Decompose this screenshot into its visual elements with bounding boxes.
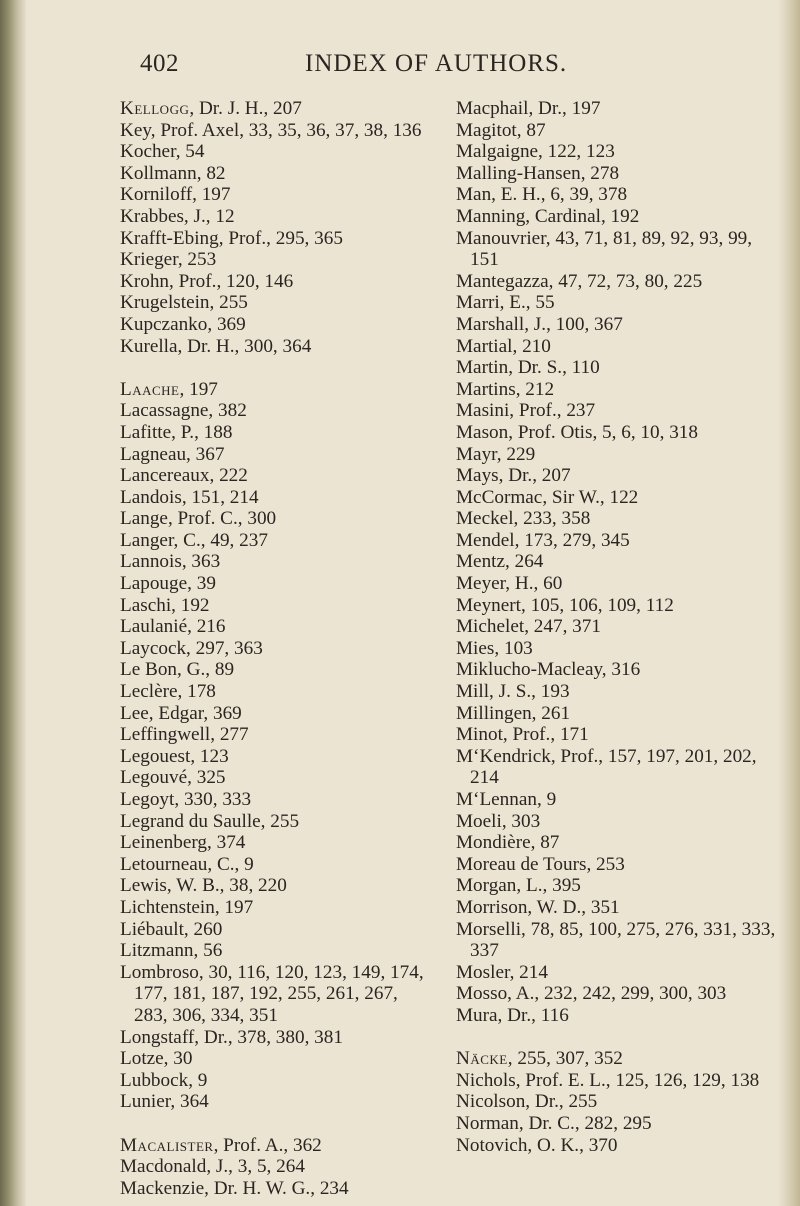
index-entry: Lannois, 363 xyxy=(120,551,221,573)
index-entry: Macalister, Prof. A., 362 xyxy=(120,1134,322,1156)
index-entry: Magitot, 87 xyxy=(456,119,546,141)
index-entry: Marshall, J., 100, 367 xyxy=(456,313,623,335)
index-entry: Marri, E., 55 xyxy=(456,292,555,314)
index-entry: Lewis, W. B., 38, 220 xyxy=(120,875,287,897)
page-edge xyxy=(778,0,800,1206)
index-entry: Mendel, 173, 279, 345 xyxy=(456,529,630,551)
index-entry: Macphail, Dr., 197 xyxy=(456,98,601,119)
letter-section-gap xyxy=(456,1027,776,1049)
index-entry: Lunier, 364 xyxy=(120,1091,209,1113)
index-entry: Martial, 210 xyxy=(456,335,551,357)
index-entry: Manouvrier, 43, 71, 81, 89, 92, 93, 99, 151 xyxy=(456,227,753,271)
index-entry: Legrand du Saulle, 255 xyxy=(120,810,300,832)
index-entry: Leinenberg, 374 xyxy=(120,832,246,854)
index-entry: Mill, J. S., 193 xyxy=(456,681,570,703)
index-entry: Laache, 197 xyxy=(120,378,218,400)
book-spine-shadow xyxy=(0,0,26,1206)
index-entry: Michelet, 247, 371 xyxy=(456,616,601,638)
index-entry: Näcke, 255, 307, 352 xyxy=(456,1048,623,1070)
page-header xyxy=(120,50,720,86)
index-entry: Morrison, W. D., 351 xyxy=(456,896,620,918)
index-entry: Legouest, 123 xyxy=(120,745,229,767)
index-entry: Krohn, Prof., 120, 146 xyxy=(120,270,294,292)
index-entry: Lange, Prof. C., 300 xyxy=(120,508,277,530)
index-column-left xyxy=(120,98,435,1199)
index-entry: Meynert, 105, 106, 109, 112 xyxy=(456,594,674,616)
index-entry: Mayr, 229 xyxy=(456,443,536,465)
index-entry: Nicolson, Dr., 255 xyxy=(456,1091,598,1113)
index-entry: Letourneau, C., 9 xyxy=(120,853,254,875)
index-entry: Le Bon, G., 89 xyxy=(120,659,235,681)
index-entry: Kupczanko, 369 xyxy=(120,313,246,335)
index-entry: Martin, Dr. S., 110 xyxy=(456,357,600,379)
letter-section-gap xyxy=(120,357,435,379)
index-entry: Notovich, O. K., 370 xyxy=(456,1134,618,1156)
index-entry: M‘Lennan, 9 xyxy=(456,789,557,810)
index-entry: Norman, Dr. C., 282, 295 xyxy=(456,1112,652,1134)
index-entry: Meckel, 233, 358 xyxy=(456,508,591,530)
index-entry: Krugelstein, 255 xyxy=(120,292,248,314)
index-entry: Lombroso, 30, 116, 120, 123, 149, 174, 177, 181, 187, 192, 255, 261, 267, 283, 306, 334, 351 xyxy=(120,961,424,1026)
index-entry: Krieger, 253 xyxy=(120,249,217,271)
index-entry: M‘Kendrick, Prof., 157, 197, 201, 202, 214 xyxy=(456,745,757,789)
page-number: 402 xyxy=(140,50,179,77)
index-entry: Landois, 151, 214 xyxy=(120,486,259,508)
index-entry: Morgan, L., 395 xyxy=(456,875,581,897)
index-entry: Millingen, 261 xyxy=(456,702,571,724)
index-entry: Lapouge, 39 xyxy=(120,573,216,595)
index-entry: Mosler, 214 xyxy=(456,961,548,983)
index-entry: McCormac, Sir W., 122 xyxy=(456,486,639,508)
index-entry: Lubbock, 9 xyxy=(120,1069,208,1091)
index-entry: Lee, Edgar, 369 xyxy=(120,702,242,724)
index-entry: Litzmann, 56 xyxy=(120,940,223,962)
letter-section-gap xyxy=(120,1113,435,1135)
index-column-right xyxy=(456,98,776,1156)
index-entry: Legoyt, 330, 333 xyxy=(120,789,252,810)
index-entry: Lafitte, P., 188 xyxy=(120,421,233,443)
index-entry: Morselli, 78, 85, 100, 275, 276, 331, 333, 337 xyxy=(456,918,776,962)
running-title: INDEX OF AUTHORS. xyxy=(305,50,568,77)
index-entry: Meyer, H., 60 xyxy=(456,573,563,595)
index-entry: Krafft-Ebing, Prof., 295, 365 xyxy=(120,227,343,249)
index-entry: Mentz, 264 xyxy=(456,551,544,573)
index-entry: Laschi, 192 xyxy=(120,594,210,616)
index-entry: Mosso, A., 232, 242, 299, 300, 303 xyxy=(456,983,727,1005)
index-entry: Malling-Hansen, 278 xyxy=(456,162,620,184)
index-entry: Manning, Cardinal, 192 xyxy=(456,205,640,227)
index-entry: Mondière, 87 xyxy=(456,832,560,854)
index-entry: Martins, 212 xyxy=(456,378,555,400)
index-entry: Key, Prof. Axel, 33, 35, 36, 37, 38, 136 xyxy=(120,119,422,141)
index-entry: Lichtenstein, 197 xyxy=(120,896,254,918)
index-entry: Lancereaux, 222 xyxy=(120,465,248,487)
index-entry: Mura, Dr., 116 xyxy=(456,1004,569,1026)
index-entry: Minot, Prof., 171 xyxy=(456,724,589,746)
index-entry: Liébault, 260 xyxy=(120,918,223,940)
index-entry: Leffingwell, 277 xyxy=(120,724,249,746)
index-entry: Moreau de Tours, 253 xyxy=(456,853,625,875)
index-entry: Kollmann, 82 xyxy=(120,162,226,184)
index-entry: Mies, 103 xyxy=(456,637,533,659)
index-entry: Leclère, 178 xyxy=(120,681,216,703)
index-entry: Macdonald, J., 3, 5, 264 xyxy=(120,1156,305,1178)
index-entry: Moeli, 303 xyxy=(456,810,541,832)
index-entry: Krabbes, J., 12 xyxy=(120,205,235,227)
index-entry: Nichols, Prof. E. L., 125, 126, 129, 138 xyxy=(456,1069,760,1091)
index-entry: Kellogg, Dr. J. H., 207 xyxy=(120,98,302,119)
index-entry: Mackenzie, Dr. H. W. G., 234 xyxy=(120,1177,349,1199)
index-entry: Miklucho-Macleay, 316 xyxy=(456,659,641,681)
index-entry: Kocher, 54 xyxy=(120,141,205,163)
index-entry: Lotze, 30 xyxy=(120,1048,193,1070)
index-entry: Lacassagne, 382 xyxy=(120,400,247,422)
index-entry: Kurella, Dr. H., 300, 364 xyxy=(120,335,312,357)
index-entry: Malgaigne, 122, 123 xyxy=(456,141,615,163)
index-entry: Lagneau, 367 xyxy=(120,443,225,465)
index-entry: Mays, Dr., 207 xyxy=(456,465,571,487)
index-entry: Langer, C., 49, 237 xyxy=(120,529,268,551)
index-entry: Legouvé, 325 xyxy=(120,767,226,789)
index-entry: Laulanié, 216 xyxy=(120,616,226,638)
index-entry: Masini, Prof., 237 xyxy=(456,400,596,422)
index-entry: Korniloff, 197 xyxy=(120,184,231,206)
index-entry: Man, E. H., 6, 39, 378 xyxy=(456,184,628,206)
index-entry: Longstaff, Dr., 378, 380, 381 xyxy=(120,1026,343,1048)
index-entry: Laycock, 297, 363 xyxy=(120,637,263,659)
index-entry: Mason, Prof. Otis, 5, 6, 10, 318 xyxy=(456,421,698,443)
index-entry: Mantegazza, 47, 72, 73, 80, 225 xyxy=(456,270,703,292)
